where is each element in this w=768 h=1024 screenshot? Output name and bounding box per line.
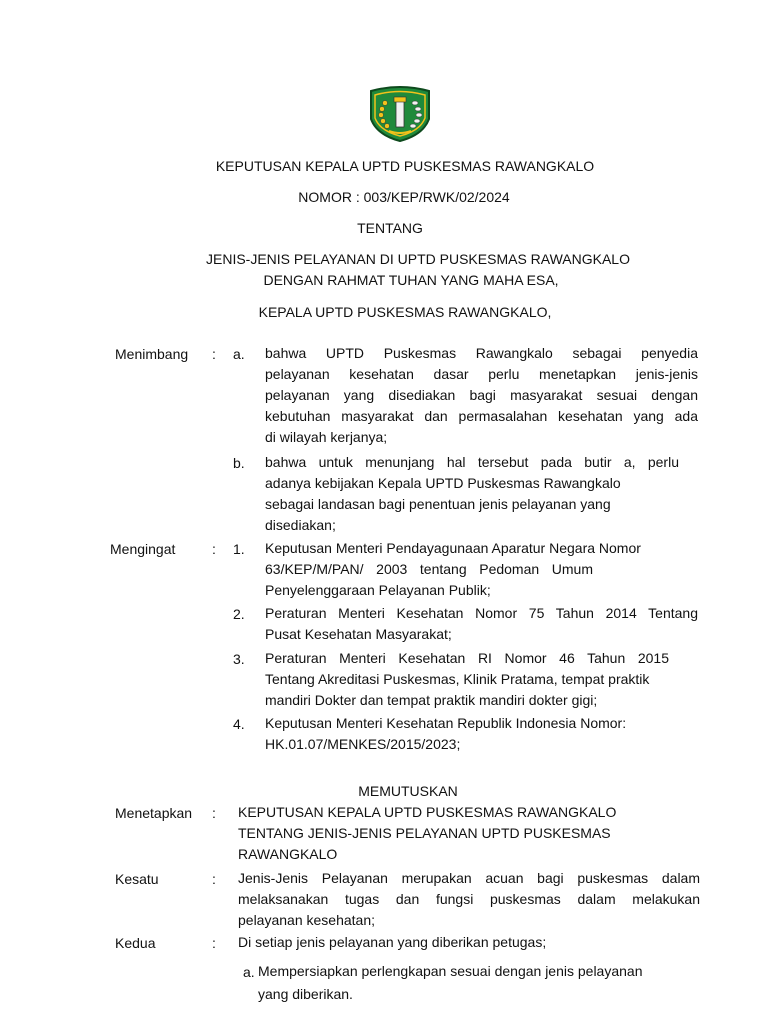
mengingat-2-line: Pusat Kesehatan Masyarakat; (265, 626, 452, 642)
mengingat-4-line: Keputusan Menteri Kesehatan Republik Indonesia Nomor: (265, 715, 627, 731)
mengingat-1-line: 63/KEP/M/PAN/ 2003 tentang Pedoman Umum (265, 561, 593, 577)
menimbang-b-line: sebagai landasan bagi penentuan jenis pelayanan yang (265, 496, 611, 512)
kesatu-label: Kesatu (115, 871, 159, 887)
rahmat-line: DENGAN RAHMAT TUHAN YANG MAHA ESA, (263, 272, 559, 288)
kedua-sub-line: yang diberikan. (258, 986, 353, 1002)
mengingat-marker-2: 2. (233, 606, 245, 622)
menetapkan-line: TENTANG JENIS-JENIS PELAYANAN UPTD PUSKESMAS (238, 825, 611, 841)
menimbang-a-line: bahwa UPTD Puskesmas Rawangkalo sebagai penyedia (265, 345, 698, 361)
decree-number: NOMOR : 003/KEP/RWK/02/2024 (298, 189, 510, 205)
menimbang-b-line: bahwa untuk menunjang hal tersebut pada butir a, perlu (265, 454, 679, 470)
menimbang-colon: : (212, 346, 216, 362)
kedua-sub-marker: a. (243, 964, 255, 980)
kepala-line: KEPALA UPTD PUSKESMAS RAWANGKALO, (258, 304, 552, 320)
mengingat-1-line: Penyelenggaraan Pelayanan Publik; (265, 582, 491, 598)
menimbang-b-line: disediakan; (265, 517, 336, 533)
regency-emblem-logo (365, 85, 435, 143)
menetapkan-line: KEPUTUSAN KEPALA UPTD PUSKESMAS RAWANGKALO (238, 804, 617, 820)
mengingat-3-line: Peraturan Menteri Kesehatan RI Nomor 46 Tahun 2015 (265, 650, 669, 666)
menetapkan-colon: : (212, 805, 216, 821)
decree-subject: JENIS-JENIS PELAYANAN DI UPTD PUSKESMAS RAWANGKALO (206, 251, 630, 267)
mengingat-marker-1: 1. (233, 541, 245, 557)
menimbang-a-line: pelayanan yang disediakan bagi masyarakat sesuai dengan (265, 387, 698, 403)
tentang-heading: TENTANG (357, 220, 423, 236)
menimbang-a-line: kebutuhan masyarakat dan permasalahan kesehatan yang ada (265, 408, 698, 424)
kedua-label: Kedua (115, 935, 156, 951)
kesatu-line: Jenis-Jenis Pelayanan merupakan acuan bagi puskesmas dalam (238, 870, 700, 886)
kesatu-line: melaksanakan tugas dan fungsi puskesmas dalam melakukan (238, 891, 700, 907)
menimbang-b-line: adanya kebijakan Kepala UPTD Puskesmas Rawangkalo (265, 475, 621, 491)
kedua-colon: : (212, 935, 216, 951)
kesatu-colon: : (212, 871, 216, 887)
memutuskan-heading: MEMUTUSKAN (358, 783, 458, 799)
menimbang-marker-b: b. (233, 455, 245, 471)
decree-title: KEPUTUSAN KEPALA UPTD PUSKESMAS RAWANGKALO (215, 158, 595, 174)
mengingat-4-line: HK.01.07/MENKES/2015/2023; (265, 736, 461, 752)
kedua-text: Di setiap jenis pelayanan yang diberikan petugas; (238, 934, 547, 950)
menimbang-label: Menimbang (115, 346, 189, 362)
mengingat-1-line: Keputusan Menteri Pendayagunaan Aparatur Negara Nomor (265, 540, 641, 556)
menetapkan-line: RAWANGKALO (238, 846, 338, 862)
menetapkan-label: Menetapkan (115, 805, 193, 821)
mengingat-3-line: mandiri Dokter dan tempat praktik mandiri dokter gigi; (265, 692, 598, 708)
menimbang-a-line: pelayanan kesehatan dasar perlu menetapkan jenis-jenis (265, 366, 698, 382)
mengingat-3-line: Tentang Akreditasi Puskesmas, Klinik Pratama, tempat praktik (265, 671, 650, 687)
mengingat-2-line: Peraturan Menteri Kesehatan Nomor 75 Tahun 2014 Tentang (265, 605, 698, 621)
kedua-sub-line: Mempersiapkan perlengkapan sesuai dengan jenis pelayanan (258, 963, 643, 979)
kesatu-line: pelayanan kesehatan; (238, 912, 375, 928)
mengingat-marker-4: 4. (233, 716, 245, 732)
mengingat-colon: : (212, 541, 216, 557)
mengingat-marker-3: 3. (233, 651, 245, 667)
menimbang-marker-a: a. (233, 346, 245, 362)
mengingat-label: Mengingat (110, 541, 176, 557)
menimbang-a-line: di wilayah kerjanya; (265, 429, 388, 445)
